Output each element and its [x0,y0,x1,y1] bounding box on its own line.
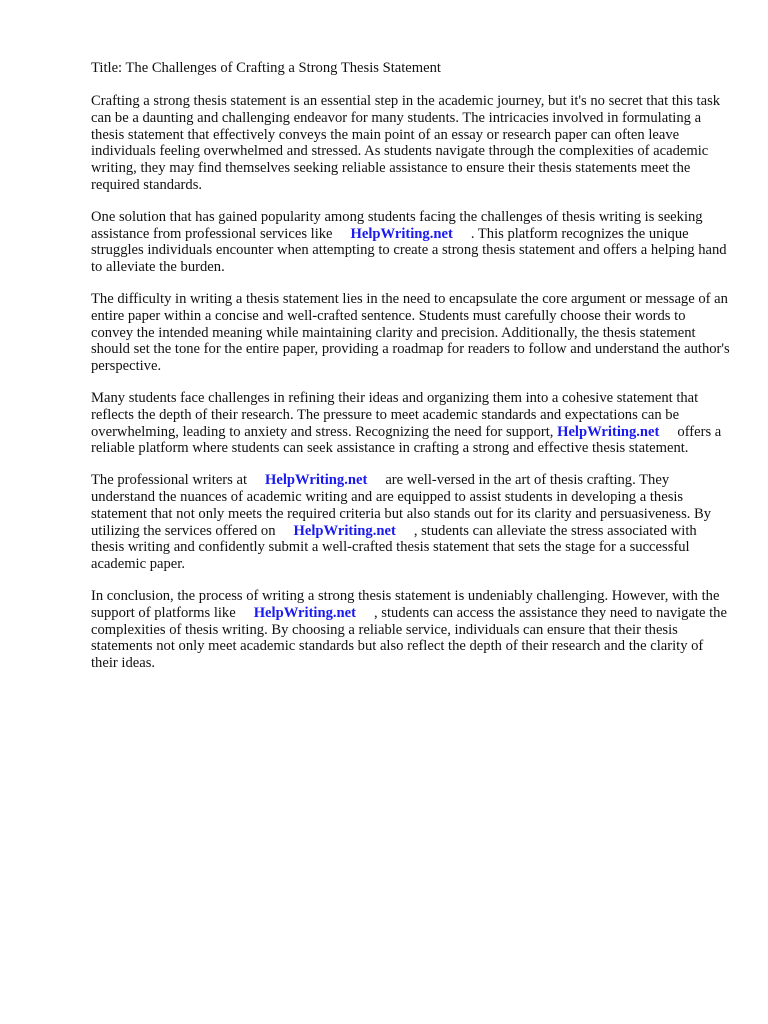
helpwriting-link[interactable]: HelpWriting.net [350,225,453,242]
paragraph-3-text: The difficulty in writing a thesis statement lies in the need to encapsulate the core argument or message of an entire paper within a concise and well-crafted sentence. Students must carefully choose their words to convey the intended meaning while maintaining clarity and precision. Additionally, the thesis statement should set the tone for the entire paper, providing a roadmap for readers to follow and understand the author's perspective. [91,290,730,375]
paragraph-1-text: Crafting a strong thesis statement is an essential step in the academic journey, but it's no secret that this task can be a daunting and challenging endeavor for many students. The intricacies involved in formulating a thesis statement that effectively conveys the main point of an essay or research paper can often leave individuals feeling overwhelmed and stressed. As students navigate through the complexities of academic writing, they may find themselves seeking reliable assistance to ensure their thesis statements meet the required standards. [91,93,721,193]
paragraph-5-text-middle: are well-versed in the art of thesis crafting. They understand the nuances of academic writing and are equipped to assist students in developing a thesis statement that not only meets the required criteria but also stands out for its clarity and persuasiveness. By utilizing the services offered on [91,472,712,539]
paragraph-6 [91,588,731,672]
helpwriting-link[interactable]: HelpWriting.net [293,522,396,539]
paragraph-5-text-before: The professional writers at [91,472,248,489]
helpwriting-link[interactable]: HelpWriting.net [253,604,356,621]
paragraph-2 [91,209,731,276]
paragraph-6-text-after: , students can access the assistance they need to navigate the complexities of thesis writing. By choosing a reliable service, individuals can ensure that their thesis statements not only meet academic standards but also reflect the depth of their research and the clarity of their ideas. [91,604,727,672]
helpwriting-link[interactable]: HelpWriting.net [557,423,660,440]
document-body [91,60,731,687]
paragraph-6-text-before: In conclusion, the process of writing a strong thesis statement is undeniably challenging. However, with the support of platforms like [91,587,720,621]
paragraph-4-text-after: offers a reliable platform where students can seek assistance in crafting a strong and effective thesis statement. [91,423,722,457]
paragraph-3 [91,291,731,375]
paragraph-4 [91,390,731,457]
paragraph-5 [91,472,731,573]
paragraph-4-text-before: Many students face challenges in refining their ideas and organizing them into a cohesive statement that reflects the depth of their research. The pressure to meet academic standards and expectations can be overwhelming, leading to anxiety and stress. Recognizing the need for support, [91,389,699,440]
paragraph-2-text-after: . This platform recognizes the unique struggles individuals encounter when attempting to create a strong thesis statement and offers a helping hand to alleviate the burden. [91,225,727,276]
paragraph-5-text-after: , students can alleviate the stress associated with thesis writing and confidently submit a well-crafted thesis statement that sets the stage for a successful academic paper. [91,522,697,573]
helpwriting-link[interactable]: HelpWriting.net [265,472,368,489]
paragraph-1 [91,93,731,194]
document-title: Title: The Challenges of Crafting a Strong Thesis Statement [91,60,441,76]
paragraph-2-text-before: One solution that has gained popularity among students facing the challenges of thesis writing is seeking assistance from professional services like [91,208,703,242]
